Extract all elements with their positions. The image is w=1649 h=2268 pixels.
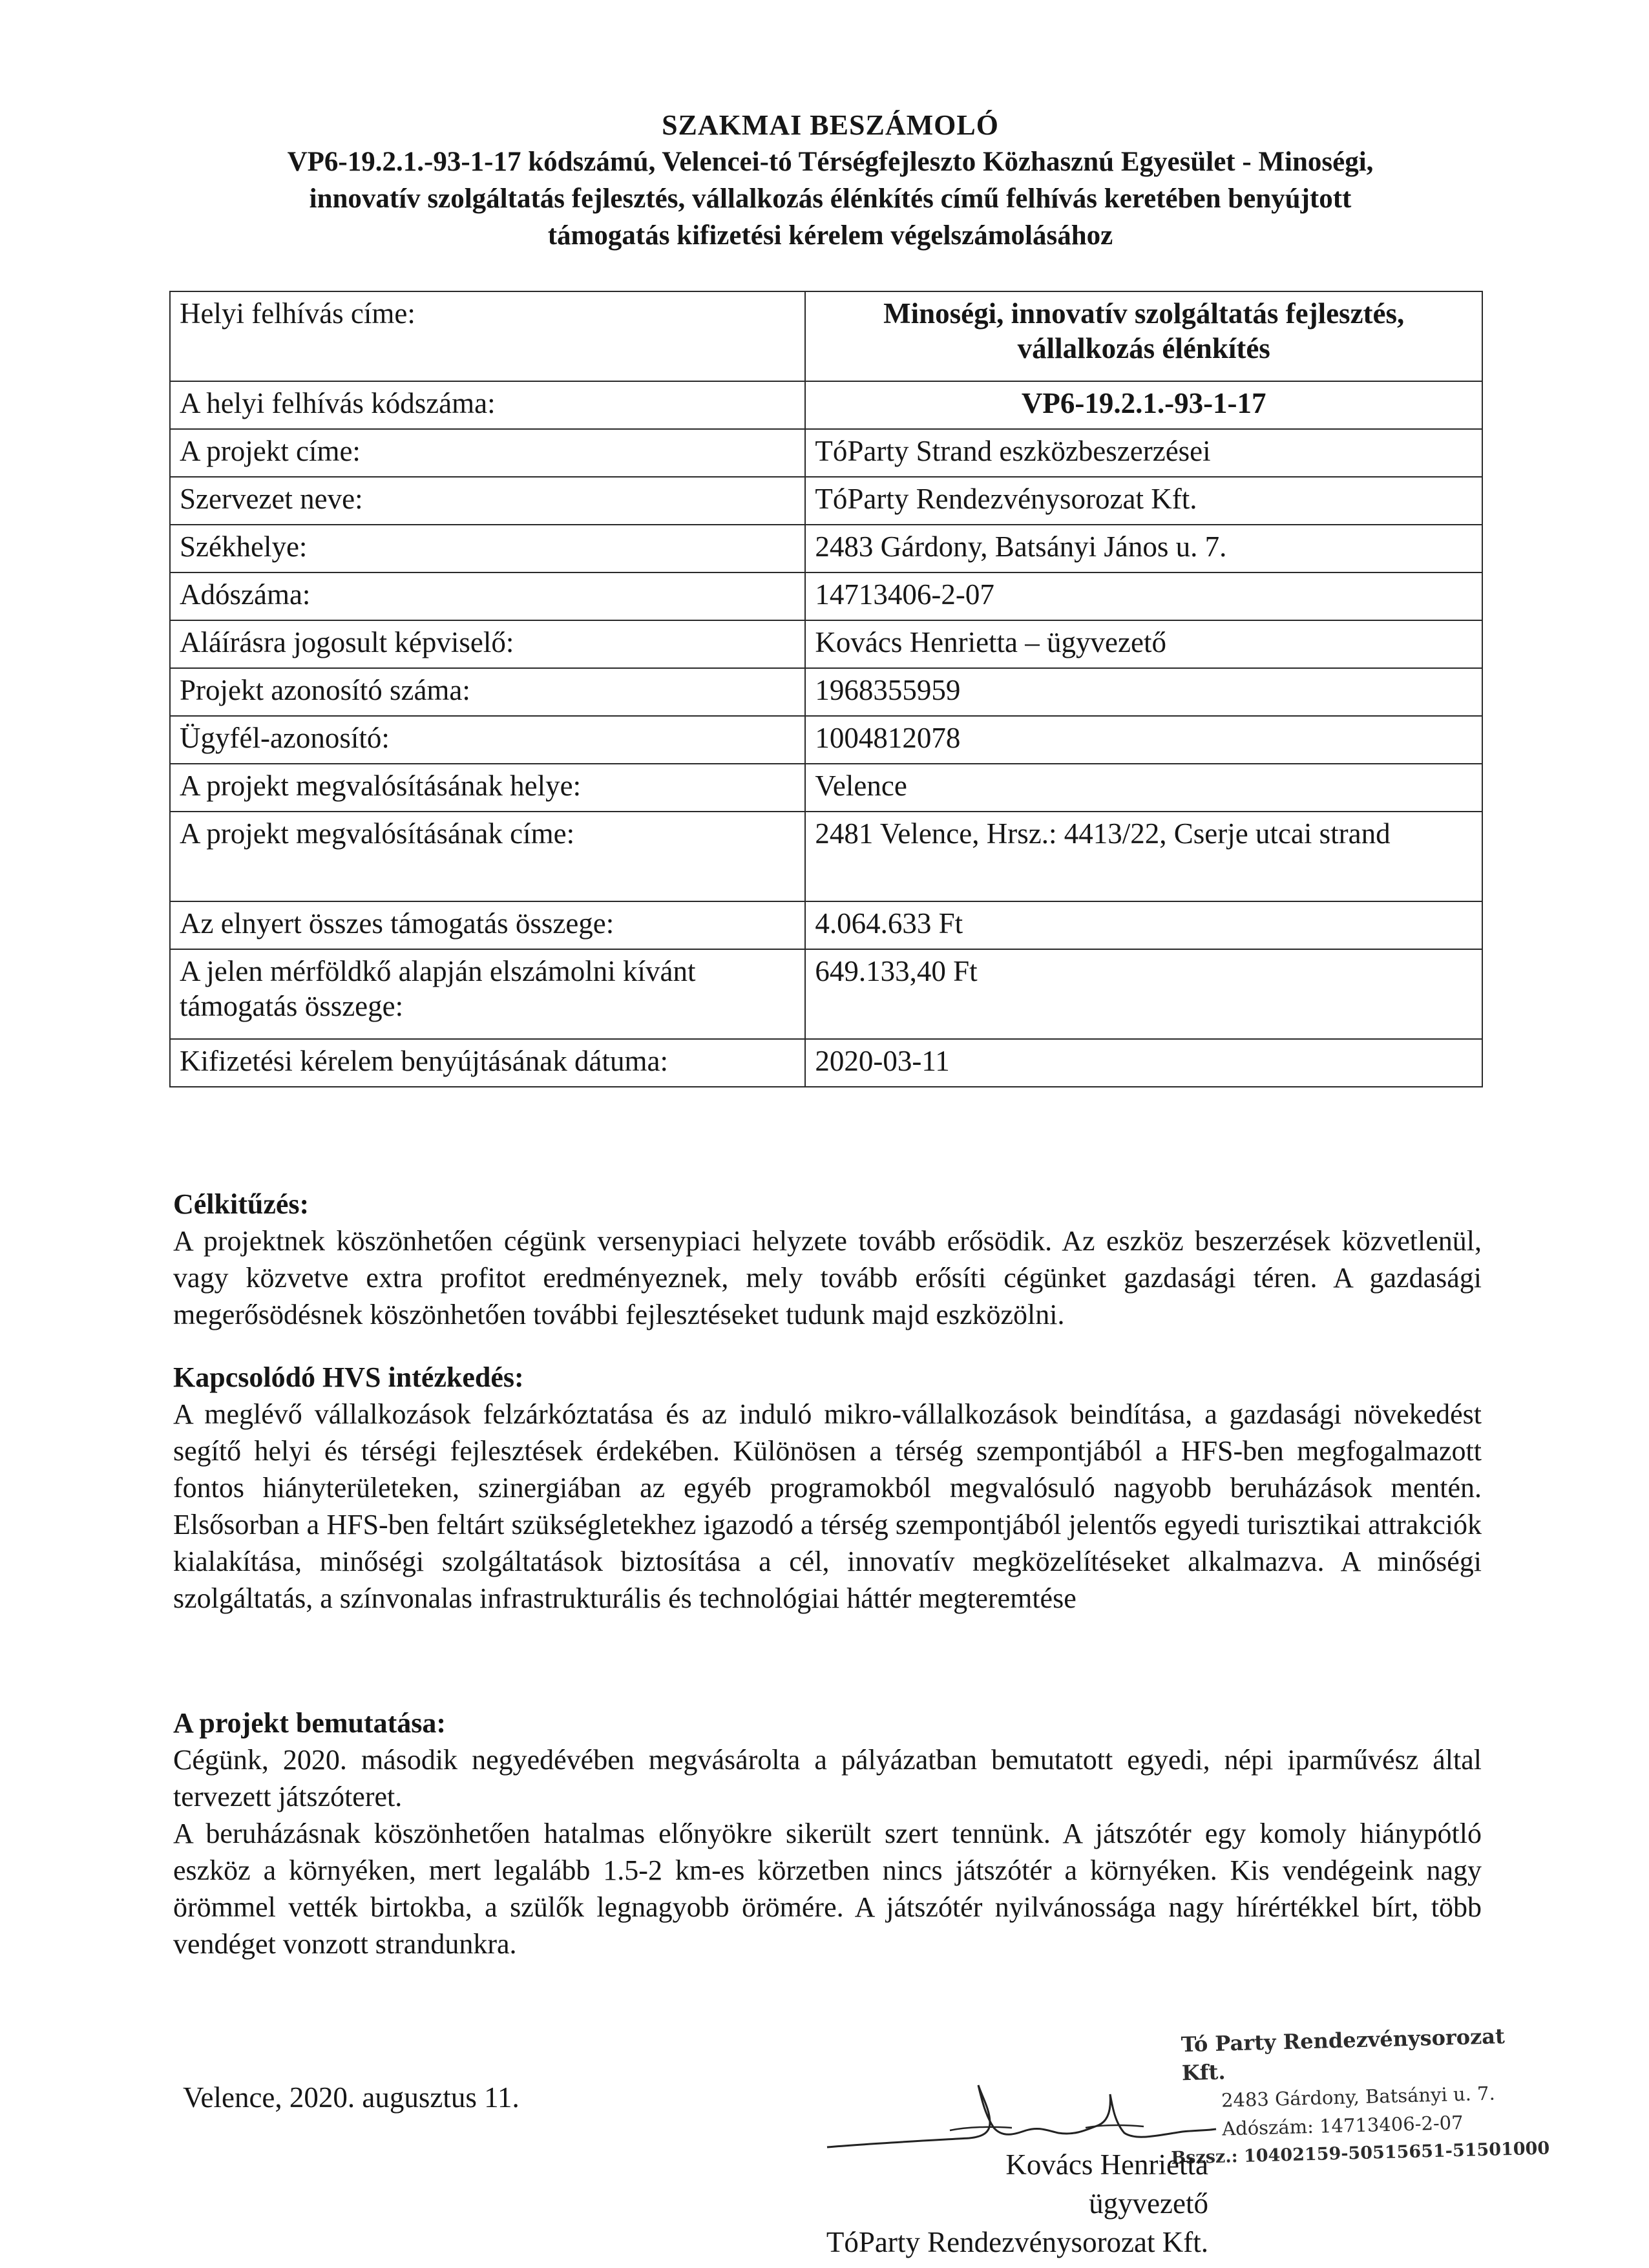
table-row bbox=[170, 764, 1482, 812]
row-value: 4.064.633 Ft bbox=[805, 901, 1482, 949]
table-row bbox=[170, 572, 1482, 620]
row-value: 2481 Velence, Hrsz.: 4413/22, Cserje utcai strand bbox=[805, 812, 1482, 901]
row-label: A jelen mérföldkő alapján elszámolni kívánt támogatás összege: bbox=[170, 949, 805, 1039]
row-label: A projekt megvalósításának helye: bbox=[170, 764, 805, 812]
row-value: 2020-03-11 bbox=[805, 1039, 1482, 1087]
table-row bbox=[170, 668, 1482, 716]
row-label: Az elnyert összes támogatás összege: bbox=[170, 901, 805, 949]
stamp-line: Tó Party Rendezvénysorozat Kft. bbox=[1181, 2024, 1506, 2086]
place-and-date: Velence, 2020. augusztus 11. bbox=[183, 2081, 520, 2114]
document-subtitle: VP6-19.2.1.-93-1-17 kódszámú, Velencei-tó Térségfejleszto Közhasznú Egyesület - Minoségi, innovatív szolgáltatás fejlesztés, vállalkozás élénkítés című felhívás keretében benyújtott támogatás kifizetési kérelem végelszámolásához bbox=[287, 147, 1374, 251]
row-label: Projekt azonosító száma: bbox=[170, 668, 805, 716]
section-paragraph: A beruházásnak köszönhetően hatalmas előnyökre sikerült szert tennünk. A játszótér egy komoly hiánypótló eszköz a környéken, mert legalább 1.5-2 km-es körzetben nincs játszótér a környéken. Kis vendégeink nagy örömmel vették birtokba, a szülők legnagyobb örömére. A játszótér nyilvánossága nagy hírértékkel bírt, több vendéget vonzott strandunkra. bbox=[173, 1818, 1482, 1960]
project-info-table bbox=[169, 291, 1483, 1087]
table-row bbox=[170, 429, 1482, 477]
row-label: Aláírásra jogosult képviselő: bbox=[170, 620, 805, 668]
row-value: Minoségi, innovatív szolgáltatás fejlesztés, vállalkozás élénkítés bbox=[805, 291, 1482, 381]
row-value: TóParty Rendezvénysorozat Kft. bbox=[805, 477, 1482, 525]
row-value: 1004812078 bbox=[805, 716, 1482, 764]
section-heading: Célkitűzés: bbox=[173, 1188, 310, 1220]
section-heading: Kapcsolódó HVS intézkedés: bbox=[173, 1361, 524, 1393]
table-row bbox=[170, 525, 1482, 572]
row-label: A helyi felhívás kódszáma: bbox=[170, 381, 805, 429]
table-row bbox=[170, 291, 1482, 381]
handwritten-signature bbox=[821, 2071, 1221, 2155]
row-value: Velence bbox=[805, 764, 1482, 812]
row-value: VP6-19.2.1.-93-1-17 bbox=[805, 381, 1482, 429]
table-row bbox=[170, 901, 1482, 949]
row-label: Szervezet neve: bbox=[170, 477, 805, 525]
document-title: SZAKMAI BESZÁMOLÓ bbox=[662, 109, 999, 141]
row-value: 14713406-2-07 bbox=[805, 572, 1482, 620]
section-hvs bbox=[173, 1359, 1482, 1617]
row-label: A projekt címe: bbox=[170, 429, 805, 477]
section-paragraph: A meglévő vállalkozások felzárkóztatása és az induló mikro-vállalkozások beindítása, a gazdasági növekedést segítő helyi és térségi fejlesztések érdekében. Különösen a térség szempontjából a HFS-ben megfogalmazott fontos hiányterületeken, szinergiában az egyéb programokból megvalósuló nagyobb beruházások mentén. Elsősorban a HFS-ben feltárt szükségletekhez igazodó a térség szempontjából jelentős egyedi turisztikai attrakciók kialakítása, minőségi szolgáltatások biztosítása a cél, innovatív megközelítéseket alkalmazva. A minőségi szolgáltatás, a színvonalas infrastrukturális és technológiai háttér megteremtése bbox=[173, 1398, 1482, 1614]
document-header bbox=[155, 107, 1506, 254]
table-row bbox=[170, 812, 1482, 901]
row-label: A projekt megvalósításának címe: bbox=[170, 812, 805, 901]
stamp-line: 2483 Gárdony, Batsányi u. 7. bbox=[1221, 2082, 1496, 2112]
row-label: Kifizetési kérelem benyújtásának dátuma: bbox=[170, 1039, 805, 1087]
table-row bbox=[170, 620, 1482, 668]
table-row bbox=[170, 477, 1482, 525]
row-value: 649.133,40 Ft bbox=[805, 949, 1482, 1039]
section-celkituzes bbox=[173, 1186, 1482, 1333]
section-heading: A projekt bemutatása: bbox=[173, 1707, 446, 1739]
section-paragraph: Cégünk, 2020. második negyedévében megvásárolta a pályázatban bemutatott egyedi, népi iparművész által tervezett játszóteret. bbox=[173, 1744, 1482, 1812]
row-value: Kovács Henrietta – ügyvezető bbox=[805, 620, 1482, 668]
table-row bbox=[170, 381, 1482, 429]
signature-block bbox=[743, 2145, 1208, 2262]
row-value: 2483 Gárdony, Batsányi János u. 7. bbox=[805, 525, 1482, 572]
section-paragraph: A projektnek köszönhetően cégünk versenypiaci helyzete tovább erősödik. Az eszköz beszerzések közvetlenül, vagy közvetve extra profitot eredményeznek, mely tovább erősíti cégünket gazdasági téren. A gazdasági megerősödésnek köszönhetően további fejlesztéseket tudunk majd eszközölni. bbox=[173, 1225, 1482, 1330]
row-label: Helyi felhívás címe: bbox=[170, 291, 805, 381]
signer-company: TóParty Rendezvénysorozat Kft. bbox=[826, 2226, 1208, 2258]
section-bemutatas bbox=[173, 1705, 1482, 1962]
table-row bbox=[170, 716, 1482, 764]
row-label: Székhelye: bbox=[170, 525, 805, 572]
signer-role: ügyvezető bbox=[1089, 2187, 1208, 2220]
row-value: 1968355959 bbox=[805, 668, 1482, 716]
stamp-line: Adószám: 14713406-2-07 bbox=[1221, 2111, 1464, 2140]
company-stamp bbox=[1168, 2021, 1553, 2172]
stamp-line: Bszsz.: 10402159-50515651-51501000 bbox=[1170, 2138, 1550, 2168]
signer-name: Kovács Henrietta bbox=[1005, 2148, 1208, 2181]
row-value: TóParty Strand eszközbeszerzései bbox=[805, 429, 1482, 477]
table-row bbox=[170, 1039, 1482, 1087]
row-label: Adószáma: bbox=[170, 572, 805, 620]
row-label: Ügyfél-azonosító: bbox=[170, 716, 805, 764]
table-row bbox=[170, 949, 1482, 1039]
